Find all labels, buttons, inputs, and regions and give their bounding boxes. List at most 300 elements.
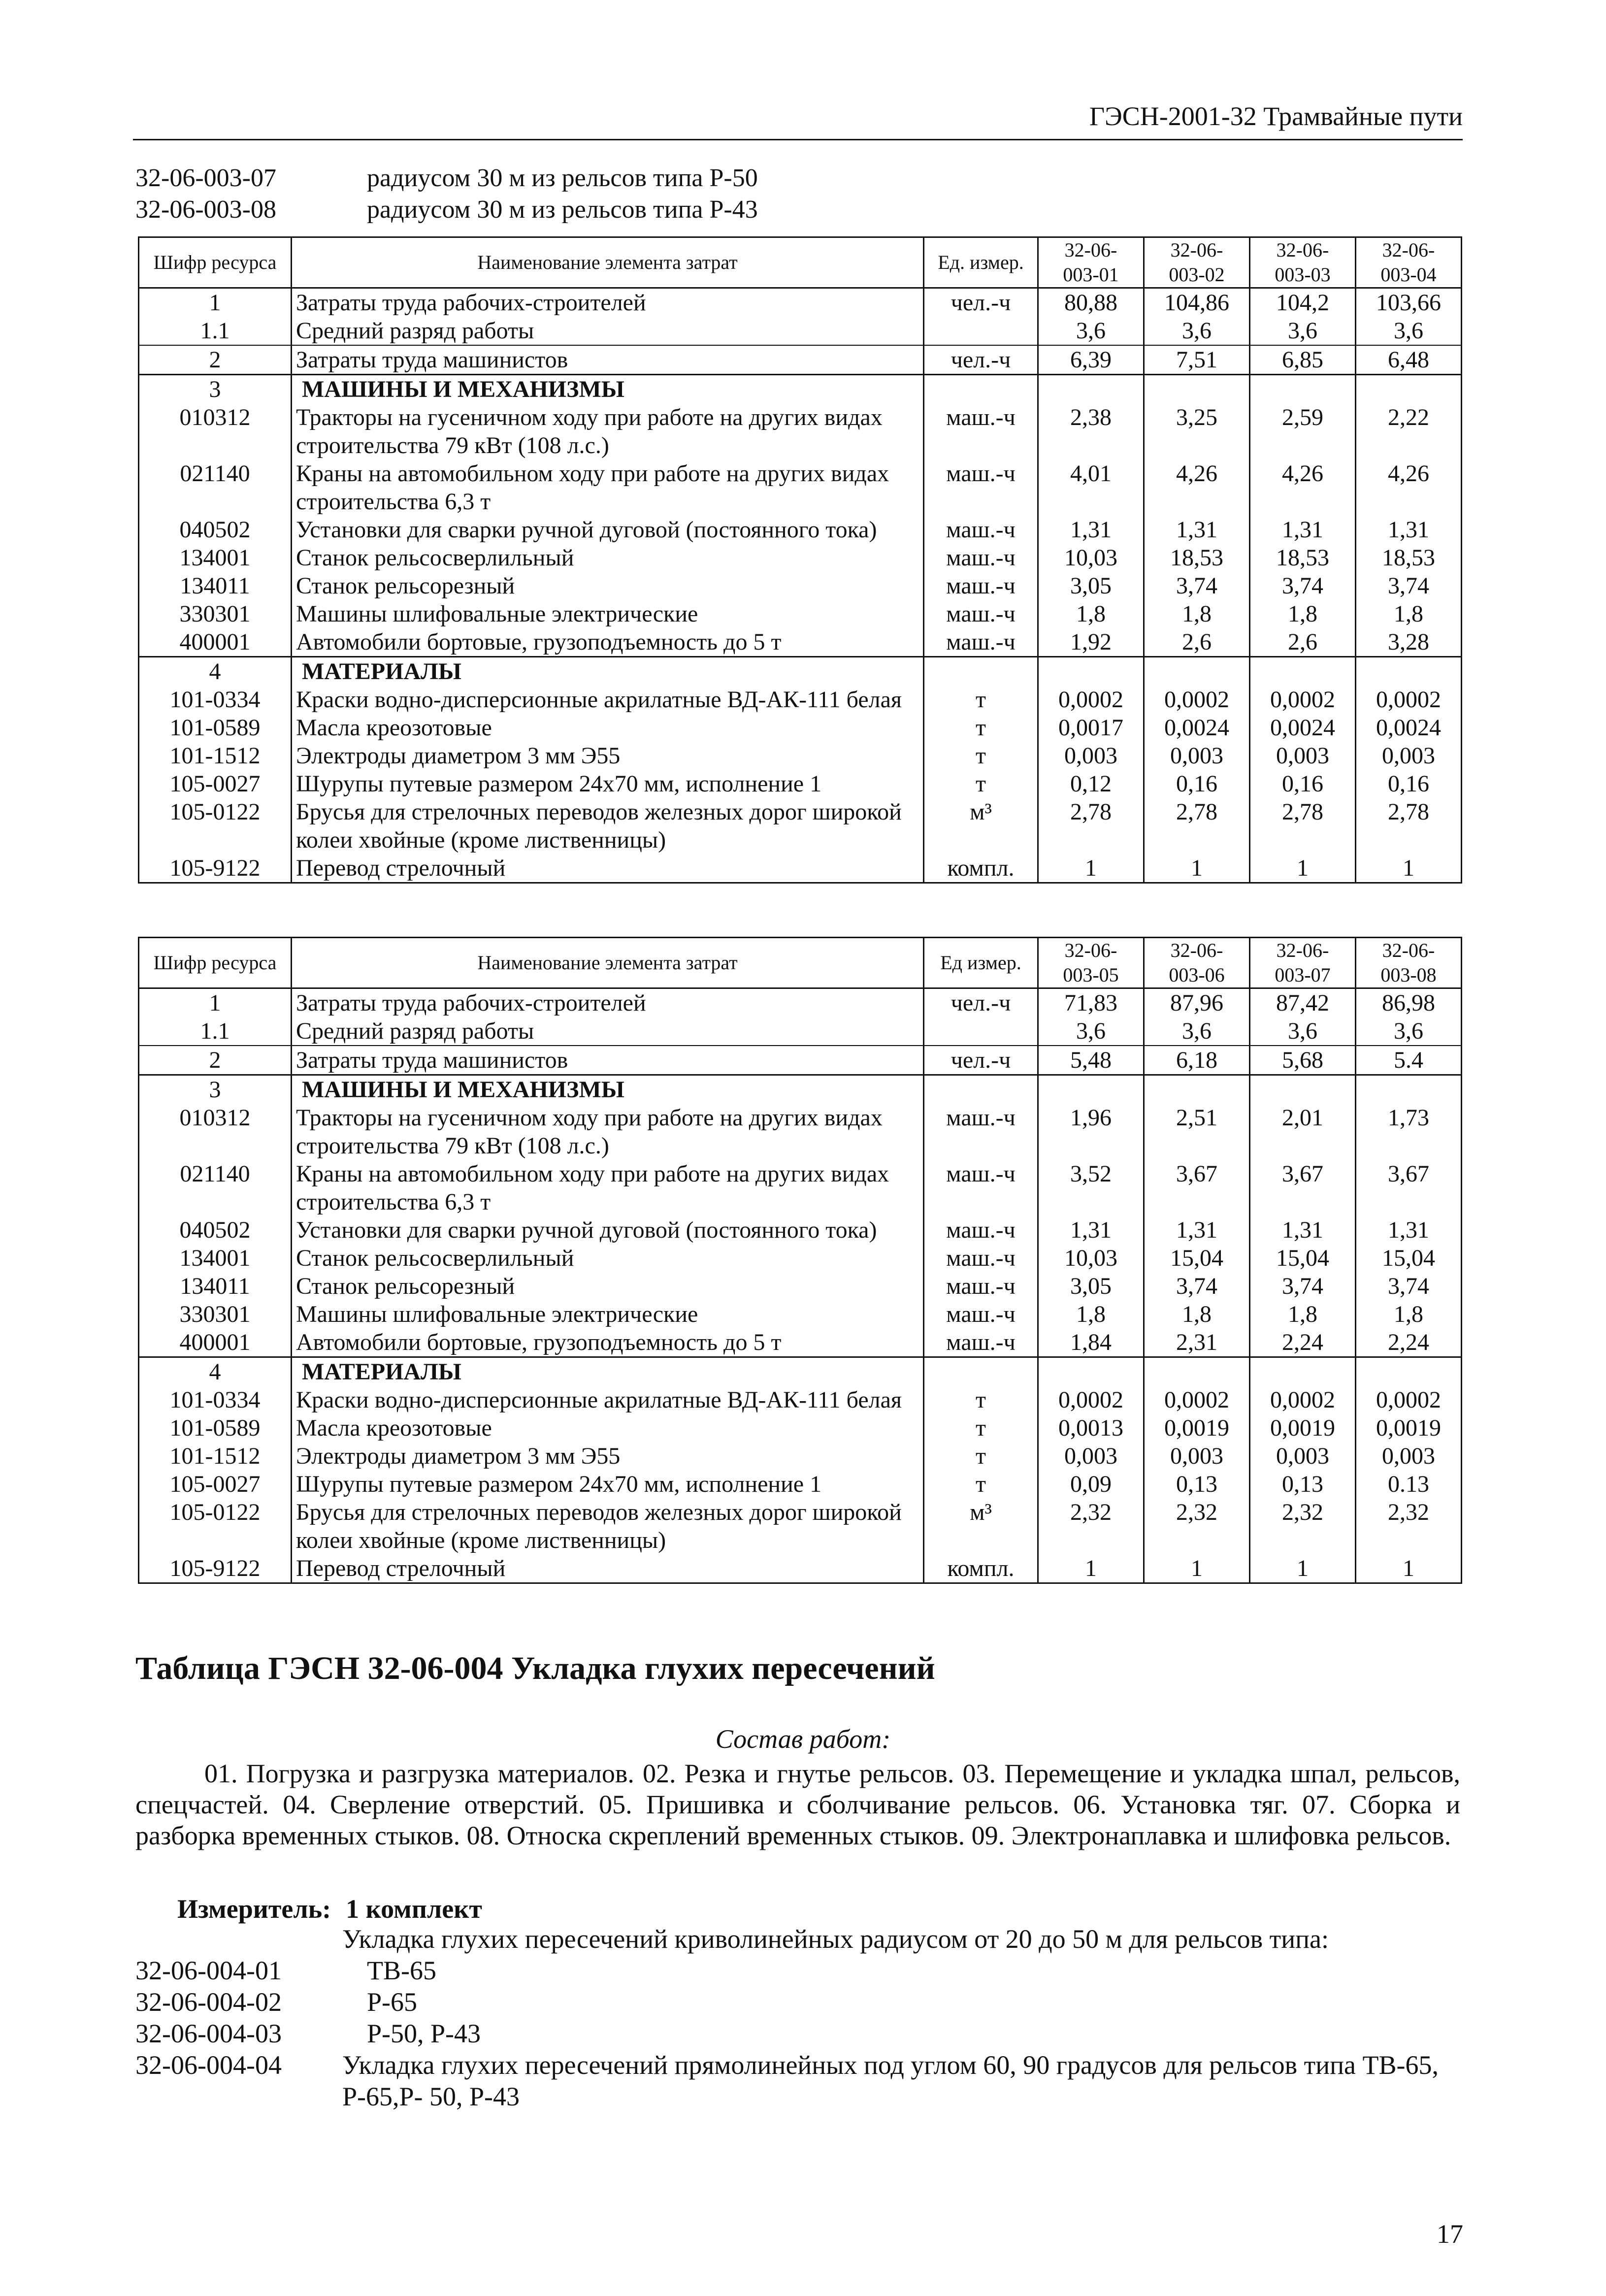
resource-code: 134001 [139, 1244, 292, 1272]
norm-value: 1 [1038, 854, 1144, 883]
norm-value: 4,01 [1038, 459, 1144, 516]
resource-name: МАШИНЫ И МЕХАНИЗМЫ [292, 375, 924, 404]
resource-unit: маш.-ч [924, 1272, 1038, 1300]
norm-value: 0,16 [1250, 770, 1356, 798]
resource-unit: маш.-ч [924, 516, 1038, 544]
table-row [139, 572, 1462, 600]
norm-value: 0,0024 [1250, 714, 1356, 742]
resource-code: 101-0589 [139, 1414, 292, 1442]
measure-line [177, 1894, 482, 1924]
header-unit: Ед измер. [924, 938, 1038, 988]
norm-value: 3,6 [1038, 317, 1144, 345]
norm-value: 2,78 [1144, 798, 1250, 854]
norm-value: 6,85 [1250, 345, 1356, 375]
norm-value: 0,003 [1356, 1442, 1462, 1470]
table-row [139, 854, 1462, 883]
norm-value: 18,53 [1144, 544, 1250, 572]
norm-value: 0,003 [1144, 1442, 1250, 1470]
norm-value: 4,26 [1250, 459, 1356, 516]
norm-value: 1 [1250, 854, 1356, 883]
resource-name: Установки для сварки ручной дуговой (постоянного тока) [292, 516, 924, 544]
norm-list-item [135, 1955, 1465, 1986]
resource-unit: т [924, 1470, 1038, 1498]
norm-value [1250, 657, 1356, 686]
resource-unit: маш.-ч [924, 1244, 1038, 1272]
resource-code: 330301 [139, 600, 292, 628]
norm-value [1356, 375, 1462, 404]
resource-unit: т [924, 1442, 1038, 1470]
norm-value: 104,2 [1250, 288, 1356, 317]
norm-value: 3,25 [1144, 403, 1250, 459]
table-row [139, 1272, 1462, 1300]
norm-list-item [135, 2018, 1465, 2049]
norm-value: 1,92 [1038, 628, 1144, 657]
resource-code: 105-0027 [139, 1470, 292, 1498]
norm-value: 1,31 [1250, 516, 1356, 544]
resource-unit: т [924, 714, 1038, 742]
norm-value [1144, 657, 1250, 686]
resource-name: Брусья для стрелочных переводов железных дорог широкой колеи хвойные (кроме лиственницы) [292, 798, 924, 854]
resource-name: Перевод стрелочный [292, 854, 924, 883]
norm-value: 0,16 [1144, 770, 1250, 798]
table-row [139, 988, 1462, 1017]
norm-value: 2,32 [1144, 1498, 1250, 1554]
resource-code: 134001 [139, 544, 292, 572]
table-row [139, 1075, 1462, 1104]
resource-code: 4 [139, 1357, 292, 1386]
resource-unit: маш.-ч [924, 600, 1038, 628]
header-norm-col: 32-06- 003-06 [1144, 938, 1250, 988]
norm-value: 3,74 [1250, 1272, 1356, 1300]
resource-name: Масла креозотовые [292, 714, 924, 742]
table-row [139, 770, 1462, 798]
table-row [139, 1160, 1462, 1216]
table-row [139, 375, 1462, 404]
norm-value: 3,74 [1144, 572, 1250, 600]
norm-value [1038, 657, 1144, 686]
norm-value: 0,16 [1356, 770, 1462, 798]
norm-value: 0,0002 [1038, 686, 1144, 714]
resource-unit: маш.-ч [924, 403, 1038, 459]
resource-name: Затраты труда рабочих-строителей [292, 988, 924, 1017]
norm-value: 7,51 [1144, 345, 1250, 375]
header-code: Шифр ресурса [139, 938, 292, 988]
table-row [139, 714, 1462, 742]
resource-code: 105-0027 [139, 770, 292, 798]
resource-unit: маш.-ч [924, 459, 1038, 516]
norm-value: 3,67 [1356, 1160, 1462, 1216]
resource-code: 330301 [139, 1300, 292, 1328]
norm-value: 1,8 [1356, 1300, 1462, 1328]
resource-name: Краны на автомобильном ходу при работе на других видах строительства 6,3 т [292, 459, 924, 516]
norm-value [1144, 1357, 1250, 1386]
norm-value [1250, 375, 1356, 404]
resource-unit: маш.-ч [924, 1104, 1038, 1160]
resource-unit: маш.-ч [924, 1160, 1038, 1216]
header-norm-col: 32-06- 003-07 [1250, 938, 1356, 988]
table-body [139, 288, 1462, 883]
table-row [139, 798, 1462, 854]
resource-code: 040502 [139, 1216, 292, 1244]
resource-name: Станок рельсорезный [292, 572, 924, 600]
norm-value: 0,003 [1250, 742, 1356, 770]
norm-value: 0,0019 [1356, 1414, 1462, 1442]
table-row [139, 544, 1462, 572]
table-row [139, 459, 1462, 516]
norm-value: 2,59 [1250, 403, 1356, 459]
norm-value: 3,6 [1144, 317, 1250, 345]
norm-value: 4,26 [1144, 459, 1250, 516]
norm-value [1144, 375, 1250, 404]
norm-value: 3,67 [1144, 1160, 1250, 1216]
norm-value: 1 [1356, 854, 1462, 883]
resource-unit: м³ [924, 1498, 1038, 1554]
norm-text: Укладка глухих пересечений прямолинейных под углом 60, 90 градусов для рельсов типа ТВ-65, Р-65,Р- 50, Р-43 [342, 2050, 1439, 2111]
header-rule [133, 139, 1463, 140]
resource-name: Автомобили бортовые, грузоподъемность до 5 т [292, 1328, 924, 1357]
resource-unit [924, 375, 1038, 404]
resource-name: Средний разряд работы [292, 317, 924, 345]
norm-value: 3,52 [1038, 1160, 1144, 1216]
resource-name: Машины шлифовальные электрические [292, 1300, 924, 1328]
resource-table-2 [138, 937, 1462, 1584]
resource-unit: маш.-ч [924, 1300, 1038, 1328]
resource-unit: маш.-ч [924, 1216, 1038, 1244]
norm-value: 1,31 [1144, 1216, 1250, 1244]
table-row [139, 516, 1462, 544]
table-row [139, 657, 1462, 686]
resource-code: 101-0589 [139, 714, 292, 742]
norm-value: 1,8 [1038, 600, 1144, 628]
norm-value: 0,0002 [1250, 686, 1356, 714]
norm-value: 1,31 [1144, 516, 1250, 544]
norm-value: 3,74 [1250, 572, 1356, 600]
resource-name: Краски водно-дисперсионные акрилатные ВД-АК-111 белая [292, 1386, 924, 1414]
norm-value: 2,78 [1038, 798, 1144, 854]
intro-line [135, 163, 758, 194]
norm-value: 3,28 [1356, 628, 1462, 657]
norm-value: 15,04 [1356, 1244, 1462, 1272]
resource-code: 1.1 [139, 317, 292, 345]
header-name: Наименование элемента затрат [292, 938, 924, 988]
norm-value: 1,8 [1144, 1300, 1250, 1328]
resource-name: Тракторы на гусеничном ходу при работе на других видах строительства 79 кВт (108 л.с.) [292, 1104, 924, 1160]
resource-name: Тракторы на гусеничном ходу при работе на других видах строительства 79 кВт (108 л.с.) [292, 403, 924, 459]
resource-name: Краски водно-дисперсионные акрилатные ВД-АК-111 белая [292, 686, 924, 714]
norm-value: 0,13 [1250, 1470, 1356, 1498]
table-row [139, 1216, 1462, 1244]
resource-code: 134011 [139, 1272, 292, 1300]
norm-value: 0,003 [1038, 742, 1144, 770]
norm-value: 0,003 [1144, 742, 1250, 770]
resource-name: МАТЕРИАЛЫ [292, 657, 924, 686]
table-row [139, 1442, 1462, 1470]
norm-value [1250, 1357, 1356, 1386]
norm-value: 2,24 [1356, 1328, 1462, 1357]
norm-value: 2,51 [1144, 1104, 1250, 1160]
norm-value: 3,05 [1038, 572, 1144, 600]
resource-name: Станок рельсорезный [292, 1272, 924, 1300]
norm-value: 5,68 [1250, 1046, 1356, 1075]
header-norm-col: 32-06- 003-05 [1038, 938, 1144, 988]
norm-value: 3,05 [1038, 1272, 1144, 1300]
norm-value [1356, 1075, 1462, 1104]
resource-code: 3 [139, 375, 292, 404]
resource-unit: т [924, 770, 1038, 798]
norm-value: 3,67 [1250, 1160, 1356, 1216]
norm-value: 0,0002 [1038, 1386, 1144, 1414]
norm-value: 3,74 [1144, 1272, 1250, 1300]
resource-unit: маш.-ч [924, 628, 1038, 657]
norm-value: 3,74 [1356, 1272, 1462, 1300]
norm-code: 32-06-003-08 [135, 196, 276, 224]
resource-code: 021140 [139, 459, 292, 516]
resource-code: 105-0122 [139, 798, 292, 854]
norm-value [1038, 1357, 1144, 1386]
table-row [139, 742, 1462, 770]
norm-value: 1,73 [1356, 1104, 1462, 1160]
table-row [139, 1554, 1462, 1583]
norm-value: 10,03 [1038, 1244, 1144, 1272]
table-row [139, 686, 1462, 714]
norm-value: 1 [1250, 1554, 1356, 1583]
table-row [139, 1300, 1462, 1328]
norm-value: 2,78 [1356, 798, 1462, 854]
resource-name: Шурупы путевые размером 24х70 мм, исполнение 1 [292, 770, 924, 798]
norm-value: 2,32 [1250, 1498, 1356, 1554]
resource-name: Установки для сварки ручной дуговой (постоянного тока) [292, 1216, 924, 1244]
norm-text: Р-65 [367, 1987, 418, 2017]
norm-value: 1,8 [1038, 1300, 1144, 1328]
norm-value: 15,04 [1144, 1244, 1250, 1272]
resource-unit: компл. [924, 1554, 1038, 1583]
norm-value: 87,96 [1144, 988, 1250, 1017]
table-row [139, 1470, 1462, 1498]
resource-code: 1 [139, 288, 292, 317]
norm-value: 103,66 [1356, 288, 1462, 317]
norm-value: 2,6 [1144, 628, 1250, 657]
norm-value: 3,6 [1038, 1017, 1144, 1046]
norm-value: 2,78 [1250, 798, 1356, 854]
table-row [139, 600, 1462, 628]
resource-code: 2 [139, 1046, 292, 1075]
norm-value: 104,86 [1144, 288, 1250, 317]
table-row [139, 1104, 1462, 1160]
norm-value: 1,31 [1356, 516, 1462, 544]
resource-unit: компл. [924, 854, 1038, 883]
resource-name: Машины шлифовальные электрические [292, 600, 924, 628]
norm-value: 1,8 [1250, 600, 1356, 628]
norm-text: радиусом 30 м из рельсов типа Р-50 [367, 164, 758, 192]
norm-value: 1 [1144, 1554, 1250, 1583]
norm-value: 1,96 [1038, 1104, 1144, 1160]
norm-value: 1,8 [1144, 600, 1250, 628]
norm-value: 18,53 [1356, 544, 1462, 572]
norm-value: 3,74 [1356, 572, 1462, 600]
norm-value: 0,0024 [1356, 714, 1462, 742]
resource-name: Затраты труда рабочих-строителей [292, 288, 924, 317]
norm-value: 86,98 [1356, 988, 1462, 1017]
resource-code: 101-1512 [139, 742, 292, 770]
norm-value: 15,04 [1250, 1244, 1356, 1272]
resource-code: 105-0122 [139, 1498, 292, 1554]
resource-code: 105-9122 [139, 1554, 292, 1583]
resource-code: 400001 [139, 628, 292, 657]
norm-value [1038, 375, 1144, 404]
resource-unit: м³ [924, 798, 1038, 854]
table-header-row [139, 938, 1462, 988]
resource-unit [924, 317, 1038, 345]
table-row [139, 1046, 1462, 1075]
resource-code: 3 [139, 1075, 292, 1104]
norm-value: 0,0017 [1038, 714, 1144, 742]
header-name: Наименование элемента затрат [292, 237, 924, 288]
norm-value: 3,6 [1250, 1017, 1356, 1046]
norm-value: 0,0002 [1356, 686, 1462, 714]
norm-value: 0,09 [1038, 1470, 1144, 1498]
running-header: ГЭСН-2001-32 Трамвайные пути [1089, 101, 1463, 131]
resource-code: 134011 [139, 572, 292, 600]
norm-list-lead: Укладка глухих пересечений криволинейных радиусом от 20 до 50 м для рельсов типа: [342, 1924, 1329, 1954]
norm-list-item [135, 2049, 1465, 2112]
norm-value: 3,6 [1356, 317, 1462, 345]
norm-value: 5,48 [1038, 1046, 1144, 1075]
norm-value: 71,83 [1038, 988, 1144, 1017]
norm-value [1038, 1075, 1144, 1104]
norm-value: 87,42 [1250, 988, 1356, 1017]
resource-name: Электроды диаметром 3 мм Э55 [292, 742, 924, 770]
norm-value: 1,31 [1250, 1216, 1356, 1244]
norm-text: ТВ-65 [367, 1956, 436, 1985]
resource-name: Средний разряд работы [292, 1017, 924, 1046]
norm-value: 0,003 [1038, 1442, 1144, 1470]
table-row [139, 628, 1462, 657]
table-row [139, 403, 1462, 459]
norm-value: 0,13 [1144, 1470, 1250, 1498]
resource-name: МАШИНЫ И МЕХАНИЗМЫ [292, 1075, 924, 1104]
resource-unit: маш.-ч [924, 544, 1038, 572]
resource-unit: маш.-ч [924, 1328, 1038, 1357]
norm-value: 18,53 [1250, 544, 1356, 572]
norm-value: 5.4 [1356, 1046, 1462, 1075]
resource-unit [924, 1357, 1038, 1386]
norm-value: 0,12 [1038, 770, 1144, 798]
norm-value: 3,6 [1250, 317, 1356, 345]
norm-value: 1,31 [1038, 1216, 1144, 1244]
norm-value: 1,8 [1356, 600, 1462, 628]
resource-unit [924, 657, 1038, 686]
norm-value: 0,0002 [1144, 686, 1250, 714]
norm-value [1356, 1357, 1462, 1386]
intro-lines [135, 163, 758, 226]
resource-code: 010312 [139, 403, 292, 459]
norm-value: 0.13 [1356, 1470, 1462, 1498]
table-body [139, 988, 1462, 1583]
resource-code: 105-9122 [139, 854, 292, 883]
norm-value: 0,0013 [1038, 1414, 1144, 1442]
resource-unit: чел.-ч [924, 988, 1038, 1017]
measure-value: 1 комплект [346, 1894, 482, 1924]
resource-unit [924, 1075, 1038, 1104]
table-row [139, 1357, 1462, 1386]
norm-value: 3,6 [1356, 1017, 1462, 1046]
norm-value: 1,8 [1250, 1300, 1356, 1328]
resource-code: 4 [139, 657, 292, 686]
resource-unit: чел.-ч [924, 345, 1038, 375]
norm-value: 6,48 [1356, 345, 1462, 375]
resource-code: 2 [139, 345, 292, 375]
resource-unit: т [924, 1414, 1038, 1442]
norm-code: 32-06-004-01 [135, 1956, 282, 1985]
header-code: Шифр ресурса [139, 237, 292, 288]
resource-name: Масла креозотовые [292, 1414, 924, 1442]
resource-code: 101-0334 [139, 686, 292, 714]
resource-table-1 [138, 236, 1462, 884]
measure-label: Измеритель: [177, 1894, 331, 1924]
norm-code: 32-06-004-04 [135, 2050, 282, 2080]
norm-value: 0,0002 [1356, 1386, 1462, 1414]
norm-value: 0,003 [1356, 742, 1462, 770]
resource-unit: чел.-ч [924, 1046, 1038, 1075]
norm-value: 2,01 [1250, 1104, 1356, 1160]
table-row [139, 317, 1462, 345]
resource-code: 400001 [139, 1328, 292, 1357]
header-unit: Ед. измер. [924, 237, 1038, 288]
norm-value: 2,38 [1038, 403, 1144, 459]
norm-value: 0,003 [1250, 1442, 1356, 1470]
norm-code: 32-06-004-03 [135, 2019, 282, 2048]
norm-value: 1,84 [1038, 1328, 1144, 1357]
norm-value: 2,32 [1356, 1498, 1462, 1554]
resource-name: Автомобили бортовые, грузоподъемность до 5 т [292, 628, 924, 657]
works-heading: Состав работ: [715, 1724, 891, 1754]
norm-value: 10,03 [1038, 544, 1144, 572]
header-norm-col: 32-06- 003-02 [1144, 237, 1250, 288]
norm-code: 32-06-004-02 [135, 1987, 282, 2017]
resource-name: Затраты труда машинистов [292, 1046, 924, 1075]
resource-name: Станок рельсосверлильный [292, 1244, 924, 1272]
resource-unit: чел.-ч [924, 288, 1038, 317]
resource-code: 1.1 [139, 1017, 292, 1046]
norm-value [1144, 1075, 1250, 1104]
table-row [139, 1386, 1462, 1414]
table-row [139, 1328, 1462, 1357]
norm-value [1250, 1075, 1356, 1104]
header-norm-col: 32-06- 003-03 [1250, 237, 1356, 288]
norm-value: 6,18 [1144, 1046, 1250, 1075]
header-norm-col: 32-06- 003-01 [1038, 237, 1144, 288]
norm-value: 1,31 [1038, 516, 1144, 544]
norm-value: 1,31 [1356, 1216, 1462, 1244]
table-row [139, 1498, 1462, 1554]
resource-code: 010312 [139, 1104, 292, 1160]
norm-value [1356, 657, 1462, 686]
table-row [139, 288, 1462, 317]
norm-value: 1 [1038, 1554, 1144, 1583]
norm-value: 0,0019 [1144, 1414, 1250, 1442]
norm-value: 2,24 [1250, 1328, 1356, 1357]
resource-code: 021140 [139, 1160, 292, 1216]
norm-value: 0,0002 [1144, 1386, 1250, 1414]
resource-unit [924, 1017, 1038, 1046]
norm-list-item [135, 1986, 1465, 2018]
resource-unit: т [924, 742, 1038, 770]
table-caption: Таблица ГЭСН 32-06-004 Укладка глухих пересечений [135, 1650, 935, 1686]
resource-name: Краны на автомобильном ходу при работе на других видах строительства 6,3 т [292, 1160, 924, 1216]
header-norm-col: 32-06- 003-08 [1356, 938, 1462, 988]
norm-list [135, 1923, 1465, 2112]
norm-value: 4,26 [1356, 459, 1462, 516]
